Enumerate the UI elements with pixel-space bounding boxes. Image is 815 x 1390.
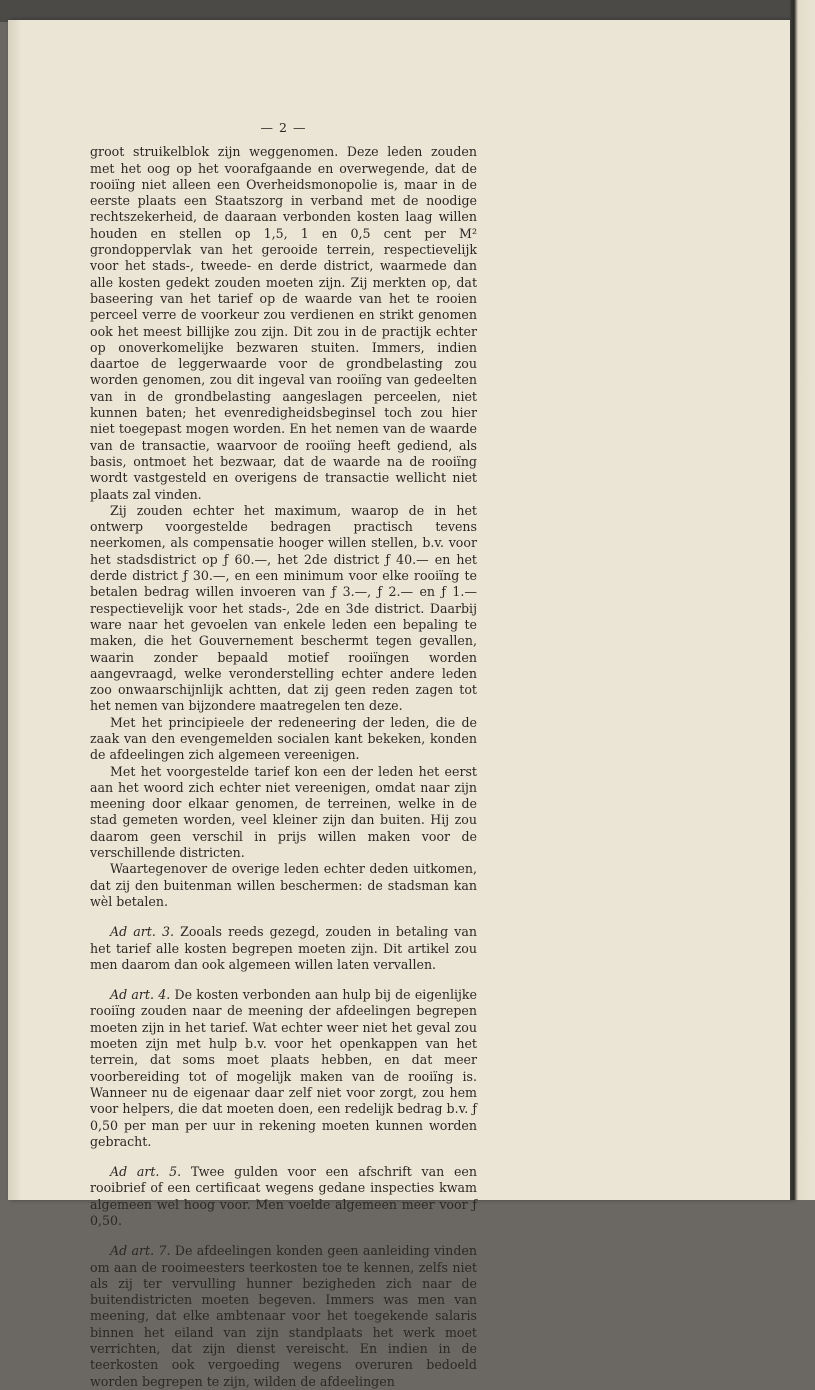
article-paragraph [90,924,477,973]
paragraph-text: groot struikelblok zijn weggenomen. Deze leden zouden met het oog op het voorafgaande en overwegende, dat de rooiïng niet alleen een Overheidsmonopolie is, maar in de eerste plaats een Staatszorg in verband met de noodige rechtszekerheid, de daaraan verbonden kosten laag willen houden en stellen op 1,5, 1 en 0,5 cent per M² grondoppervlak van het gerooide terrein, respectievelijk voor het stads-, tweede- en derde district, waarmede dan alle kosten gedekt zouden moeten zijn. Zij merkten op, dat baseering van het tarief op de waarde van het te rooien perceel verre de voorkeur zou verdienen en strikt genomen ook het meest billijke zou zijn. Dit zou in de practijk echter op onoverkomelijke bezwaren stuiten. Immers, indien daartoe de leggerwaarde voor de grondbelasting zou worden genomen, zou dit ingeval van rooiïng van gedeelten van in de grondbelasting aangeslagen perceelen, niet kunnen baten; het evenredigheidsbeginsel toch zou hier niet toegepast mogen worden. En het nemen van de waarde van de transactie, waarvoor de rooiïng heeft gediend, als basis, ontmoet het bezwaar, dat de waarde na de rooiïng wordt vastgesteld en overigens de transactie wellicht niet plaats zal vinden. [90,144,477,502]
paragraph-text: Met het voorgestelde tarief kon een der leden het eerst aan het woord zich echter niet vereenigen, omdat naar zijn meening door elkaar genomen, de terreinen, welke in de stad gemeten worden, veel kleiner zijn dan buiten. Hij zou daarom geen verschil in prijs willen maken voor de verschillende districten. [90,763,477,861]
adjacent-page-edge [790,0,815,1200]
page-number: — 2 — [260,120,307,135]
paragraph-text: De afdeelingen konden geen aanleiding vinden om aan de rooimeesters teerkosten toe te kennen, zelfs niet als zij ter vervulling hunner bezigheden zich naar de buitendistricten moeten begeven. Immers was men van meening, dat elke ambtenaar voor het toegekende salaris binnen het eiland van zijn standplaats het werk moet verrichten, dat zijn dienst vereischt. En indien in de teerkosten ook vergoeding wegens overuren bedoeld worden begrepen te zijn, wilden de afdeelingen [90,1243,477,1389]
page-edge [8,20,22,1200]
paragraph [90,764,477,862]
article-paragraph [90,1164,477,1229]
paragraph-text: Zij zouden echter het maximum, waarop de in het ontwerp voorgestelde bedragen practisch tevens neerkomen, als compensatie hooger willen stellen, b.v. voor het stadsdistrict op ƒ 60.—, het 2de district ƒ 40.— en het derde district ƒ 30.—, en een minimum voor elke rooiïng te betalen bedrag willen invoeren van ƒ 3.—, ƒ 2.— en ƒ 1.— respectievelijk voor het stads-, 2de en 3de district. Daarbij ware naar het gevoelen van enkele leden een bepaling te maken, die het Gouvernement beschermt tegen gevallen, waarin zonder bepaald motief rooiïngen worden aangevraagd, welke veronderstelling echter andere leden zoo onwaarschijnlijk achtten, dat zij geen reden zagen tot het nemen van bijzondere maatregelen ten deze. [90,502,477,714]
document-page [8,20,793,1389]
scan-background [0,0,815,22]
article-reference: Ad art. 5. [110,1164,182,1180]
article-reference: Ad art. 4. [110,987,171,1003]
article-paragraph [90,987,477,1150]
article-reference: Ad art. 3. [110,924,174,940]
paragraph [90,715,477,764]
article-reference: Ad art. 7. [110,1243,171,1259]
paragraph-continuation [90,144,477,503]
paragraph-text: Twee gulden voor een afschrift van een rooibrief of een certificaat wegens gedane inspecties kwam algemeen wel hoog voor. Men voelde algemeen meer voor ƒ 0,50. [90,1164,477,1228]
paragraph-text: Waartegenover de overige leden echter deden uitkomen, dat zij den buitenman willen beschermen: de stadsman kan wèl betalen. [90,861,477,909]
page-content [90,120,477,1390]
paragraph [90,503,477,715]
paragraph-text: Met het principieele der redeneering der leden, die de zaak van den evengemelden socialen kant bekeken, konden de afdeelingen zich algemeen vereenigen. [90,714,477,763]
article-paragraph [90,1243,477,1390]
paragraph-text: Zooals reeds gezegd, zouden in betaling van het tarief alle kosten begrepen moeten zijn. Dit artikel zou men daarom dan ook algemeen willen laten vervallen. [90,924,477,972]
paragraph [90,861,477,910]
paragraph-text: De kosten verbonden aan hulp bij de eigenlijke rooiïng zouden naar de meening der afdeelingen begrepen moeten zijn in het tarief. Wat echter weer niet het geval zou moeten zijn met hulp b.v. voor het openkappen van het terrein, dat soms moet plaats hebben, en dat meer voorbereiding tot of mogelijk maken van de rooiïng is. Wanneer nu de eigenaar daar zelf niet voor zorgt, zou hem voor helpers, die dat moeten doen, een redelijk bedrag b.v. ƒ 0,50 per man per uur in rekening moeten kunnen worden gebracht. [90,987,477,1149]
